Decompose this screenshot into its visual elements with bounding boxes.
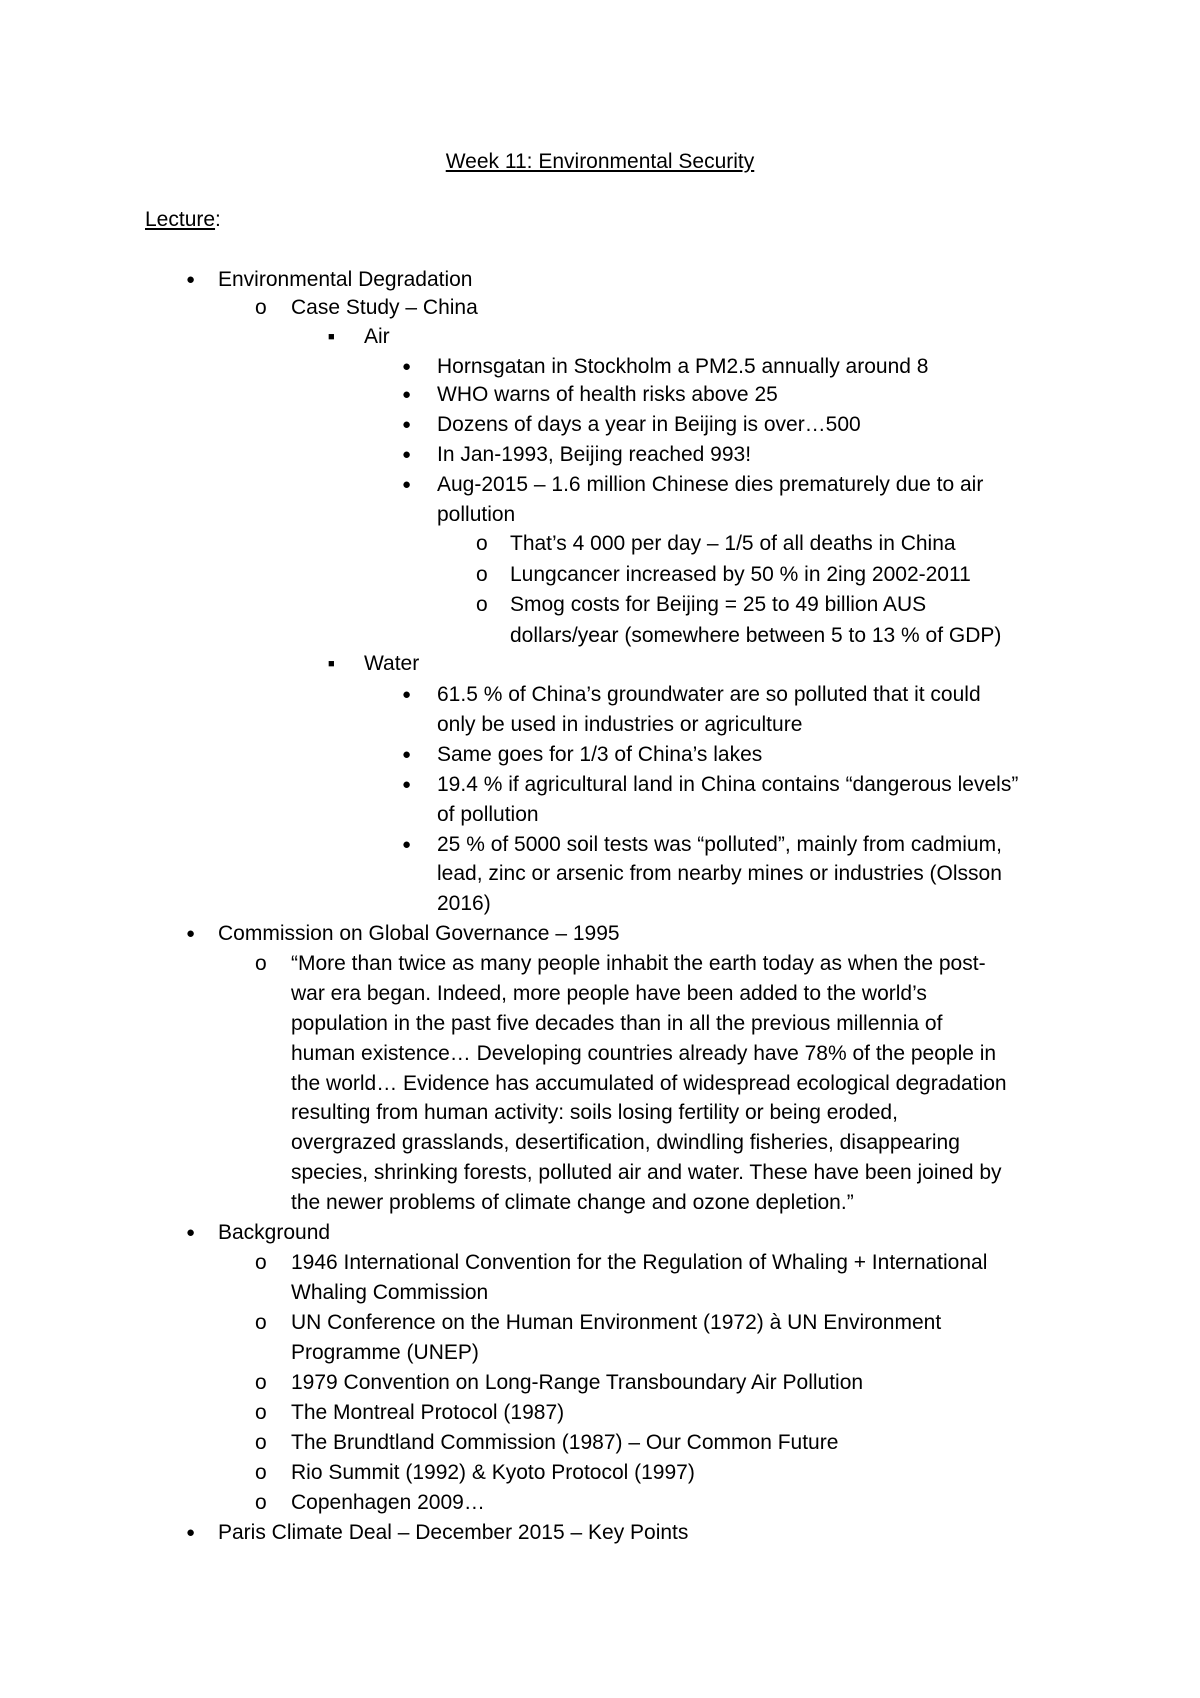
list-item: 1946 International Convention for the Regulation of Whaling + International [291, 1251, 988, 1274]
list-item: Background [218, 1221, 331, 1244]
bullet-marker: ■ [328, 331, 335, 343]
list-item: Commission on Global Governance – 1995 [218, 922, 620, 945]
list-item-continuation: 2016) [437, 892, 491, 915]
list-item-continuation: of pollution [437, 803, 539, 826]
list-item-continuation: only be used in industries or agriculture [437, 713, 803, 736]
bullet-marker: o [255, 1311, 267, 1334]
list-item: The Montreal Protocol (1987) [291, 1401, 565, 1424]
bullet-marker: ● [402, 836, 412, 853]
list-item: Same goes for 1/3 of China’s lakes [437, 743, 763, 766]
bullet-marker: ● [186, 1224, 196, 1241]
list-item: Environmental Degradation [218, 268, 473, 291]
bullet-marker: ● [186, 271, 196, 288]
bullet-marker: ● [402, 386, 412, 403]
quote-line: the newer problems of climate change and ozone depletion.” [291, 1191, 854, 1214]
list-item-continuation: Programme (UNEP) [291, 1341, 479, 1364]
bullet-marker: o [255, 1371, 267, 1394]
list-item: 19.4 % if agricultural land in China contains “dangerous levels” [437, 773, 1019, 796]
quote-line: the world… Evidence has accumulated of widespread ecological degradation [291, 1072, 1007, 1095]
list-item-continuation: dollars/year (somewhere between 5 to 13 % of GDP) [510, 624, 1002, 647]
quote-line: overgrazed grasslands, desertification, dwindling fisheries, disappearing [291, 1131, 960, 1154]
bullet-marker: ● [402, 416, 412, 433]
list-item: Hornsgatan in Stockholm a PM2.5 annually around 8 [437, 355, 929, 378]
list-item: Lungcancer increased by 50 % in 2ing 2002-2011 [510, 563, 971, 586]
bullet-marker: o [255, 1251, 267, 1274]
bullet-marker: ● [186, 1524, 196, 1541]
bullet-marker: o [255, 1461, 267, 1484]
section-heading-colon: : [215, 208, 221, 231]
bullet-marker: ● [186, 925, 196, 942]
bullet-marker: ● [402, 746, 412, 763]
bullet-marker: ● [402, 446, 412, 463]
quote-line: war era began. Indeed, more people have been added to the world’s [291, 982, 927, 1005]
bullet-marker: o [476, 563, 488, 586]
list-item: Copenhagen 2009… [291, 1491, 485, 1514]
page-title: Week 11: Environmental Security [445, 150, 755, 173]
bullet-marker: ■ [328, 658, 335, 670]
list-item: UN Conference on the Human Environment (1972) à UN Environment [291, 1311, 942, 1334]
bullet-marker: o [255, 1431, 267, 1454]
bullet-marker: o [476, 593, 488, 616]
bullet-marker: ● [402, 358, 412, 375]
section-heading-label: Lecture [145, 208, 216, 231]
list-item: Dozens of days a year in Beijing is over…500 [437, 413, 861, 436]
quote-line: human existence… Developing countries already have 78% of the people in [291, 1042, 997, 1065]
list-item: The Brundtland Commission (1987) – Our Common Future [291, 1431, 839, 1454]
list-item: That’s 4 000 per day – 1/5 of all deaths in China [510, 532, 956, 555]
list-item-continuation: lead, zinc or arsenic from nearby mines or industries (Olsson [437, 862, 1002, 885]
list-item: 25 % of 5000 soil tests was “polluted”, mainly from cadmium, [437, 833, 1002, 856]
section-heading-lecture [145, 207, 221, 233]
bullet-marker: ● [402, 776, 412, 793]
list-item: Water [364, 652, 420, 675]
list-item: In Jan-1993, Beijing reached 993! [437, 443, 752, 466]
bullet-marker: o [255, 1401, 267, 1424]
bullet-marker: o [255, 1491, 267, 1514]
list-item-continuation: Whaling Commission [291, 1281, 489, 1304]
quote-line: population in the past five decades than in all the previous millennia of [291, 1012, 943, 1035]
quote-line: resulting from human activity: soils losing fertility or being eroded, [291, 1101, 898, 1124]
quote-line: species, shrinking forests, polluted air and water. These have been joined by [291, 1161, 1002, 1184]
list-item: Rio Summit (1992) & Kyoto Protocol (1997) [291, 1461, 695, 1484]
list-item: 1979 Convention on Long-Range Transboundary Air Pollution [291, 1371, 864, 1394]
list-item: WHO warns of health risks above 25 [437, 383, 778, 406]
bullet-marker: ● [402, 686, 412, 703]
list-item: Aug-2015 – 1.6 million Chinese dies prematurely due to air [437, 473, 984, 496]
list-item: Air [364, 325, 390, 348]
bullet-marker: o [255, 952, 267, 975]
quote-line: “More than twice as many people inhabit the earth today as when the post- [291, 952, 986, 975]
list-item: Case Study – China [291, 296, 478, 319]
bullet-marker: ● [402, 476, 412, 493]
list-item: 61.5 % of China’s groundwater are so polluted that it could [437, 683, 981, 706]
list-item: Paris Climate Deal – December 2015 – Key Points [218, 1521, 689, 1544]
bullet-marker: o [476, 532, 488, 555]
list-item: Smog costs for Beijing = 25 to 49 billion AUS [510, 593, 927, 616]
bullet-marker: o [255, 296, 267, 319]
list-item-continuation: pollution [437, 503, 516, 526]
